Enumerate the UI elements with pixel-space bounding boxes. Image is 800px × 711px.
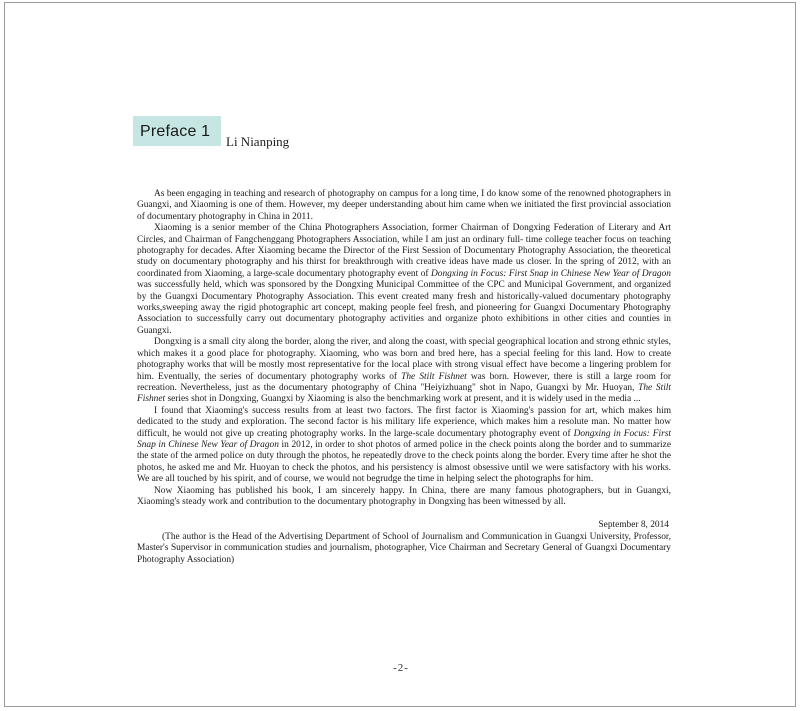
event-title: Dongxing in Focus: First Snap in Chinese New Year of Dragon (137, 428, 671, 450)
author-name: Li Nianping (226, 134, 290, 149)
event-title: Dongxing in Focus: First Snap in Chinese New Year of Dragon (431, 268, 671, 279)
paragraph-3-text-b: was born. However, there is still a large room for recreation. Nevertheless, just as the documentary photography of China "Heiyizhuang" shot in Napo, Guangxi by Mr. Huoyan, (137, 371, 671, 393)
paragraph-4 (137, 406, 671, 486)
paragraph-3-text-c: series shot in Dongxing, Guangxi by Xiaoming is also the benchmarking work at present, and it is widely used in the media ... (165, 394, 641, 405)
paragraph-4-text-b: in 2012, in order to shot photos of armed police in the check points along the border and to summarize the state of the armed police on duty through the photos, he repeatedly drove to the check points along the border. Every time after he shot the photos, he asked me and Mr. Huoyan to check the photos, and his persistency is almost obsessive until we were satisfactory with his works. We are all touched by his spirit, and of course, we would not begrudge the time in helping select the photographs for him. (137, 439, 671, 485)
signature-date: September 8, 2014 (598, 520, 669, 531)
section-label (133, 116, 221, 146)
paragraph-3 (137, 337, 671, 405)
paragraph-1: As been engaging in teaching and research of photography on campus for a long time, I do know some of the renowned photographers in Guangxi, and Xiaoming is one of them. However, my deeper understanding about him came when we initiated the first provincial association of documentary photography in China in 2011. (137, 189, 671, 222)
paragraph-5: Now Xiaoming has published his book, I am sincerely happy. In China, there are many famous photographers, but in Guangxi, Xiaoming's steady work and contribution to the documentary photography in Dongxing has been witnessed by all. (137, 485, 671, 507)
series-title: The Stilt Fishnet (137, 382, 672, 405)
paragraph-2-text-b: was successfully held, which was sponsored by the Dongxing Municipal Committee of the CPC and Municipal Government, and organized by the Guangxi Documentary Photography Association. This event created many fresh and historically-valued documentary photography works,sweeping away the rigid photographic art concept, making people feel fresh, and pioneering for Guangxi Documentary Photography Association to successfully carry out documentary photography activities and organize photo exhibitions in other cities and counties in Guangxi. (137, 280, 671, 336)
article-body (137, 189, 671, 566)
document-page (4, 2, 796, 707)
paragraph-4-text-a: I found that Xiaoming's success results from at least two factors. The first factor is Xiaoming's passion for art, which makes him dedicated to the study and exploration. The second factor is his military life experience, which makes him a resolute man. No matter how difficult, he would not give up creating photography works. In the large-scale documentary photography event of (137, 405, 671, 439)
paragraph-2-text-a: Xiaoming is a senior member of the China Photographers Association, former Chairman of Dongxing Federation of Literary and Art Circles, and Chairman of Fangchenggang Photographers Association, while I am just an ordinary full- time college teacher focus on teaching photography for decades. After Xiaoming became the Director of the First Session of Documentary Photography Association, the theoretical study on documentary photography and his thirst for breakthrough with creative ideas have made us closer. In the spring of 2012, with an coordinated from Xiaoming, a large-scale documentary photography event of (137, 223, 671, 279)
paragraph-3-text-a: Dongxing is a small city along the border, along the river, and along the coast, with special geographical location and strong ethnic styles, which makes it a good place for photography. Xiaoming, who was born and bred here, has a special feeling for this land. How to create photography works that will be mostly most representative for the local place with strong visual effect have become a lingering problem for him. Eventually, the series of documentary photography works of (137, 337, 671, 382)
section-label-text: Preface 1 (140, 123, 211, 140)
author-note: (The author is the Head of the Advertising Department of School of Journalism and Communication in Guangxi University, Professor, Master's Supervisor in communication studies and journalism, photographer, Vice Chairman and Secretary General of Guangxi Documentary Photography Association) (137, 531, 671, 565)
page-number: -2- (393, 662, 409, 674)
paragraph-2 (137, 223, 671, 337)
series-title: The Stilt Fishnet (401, 371, 467, 382)
